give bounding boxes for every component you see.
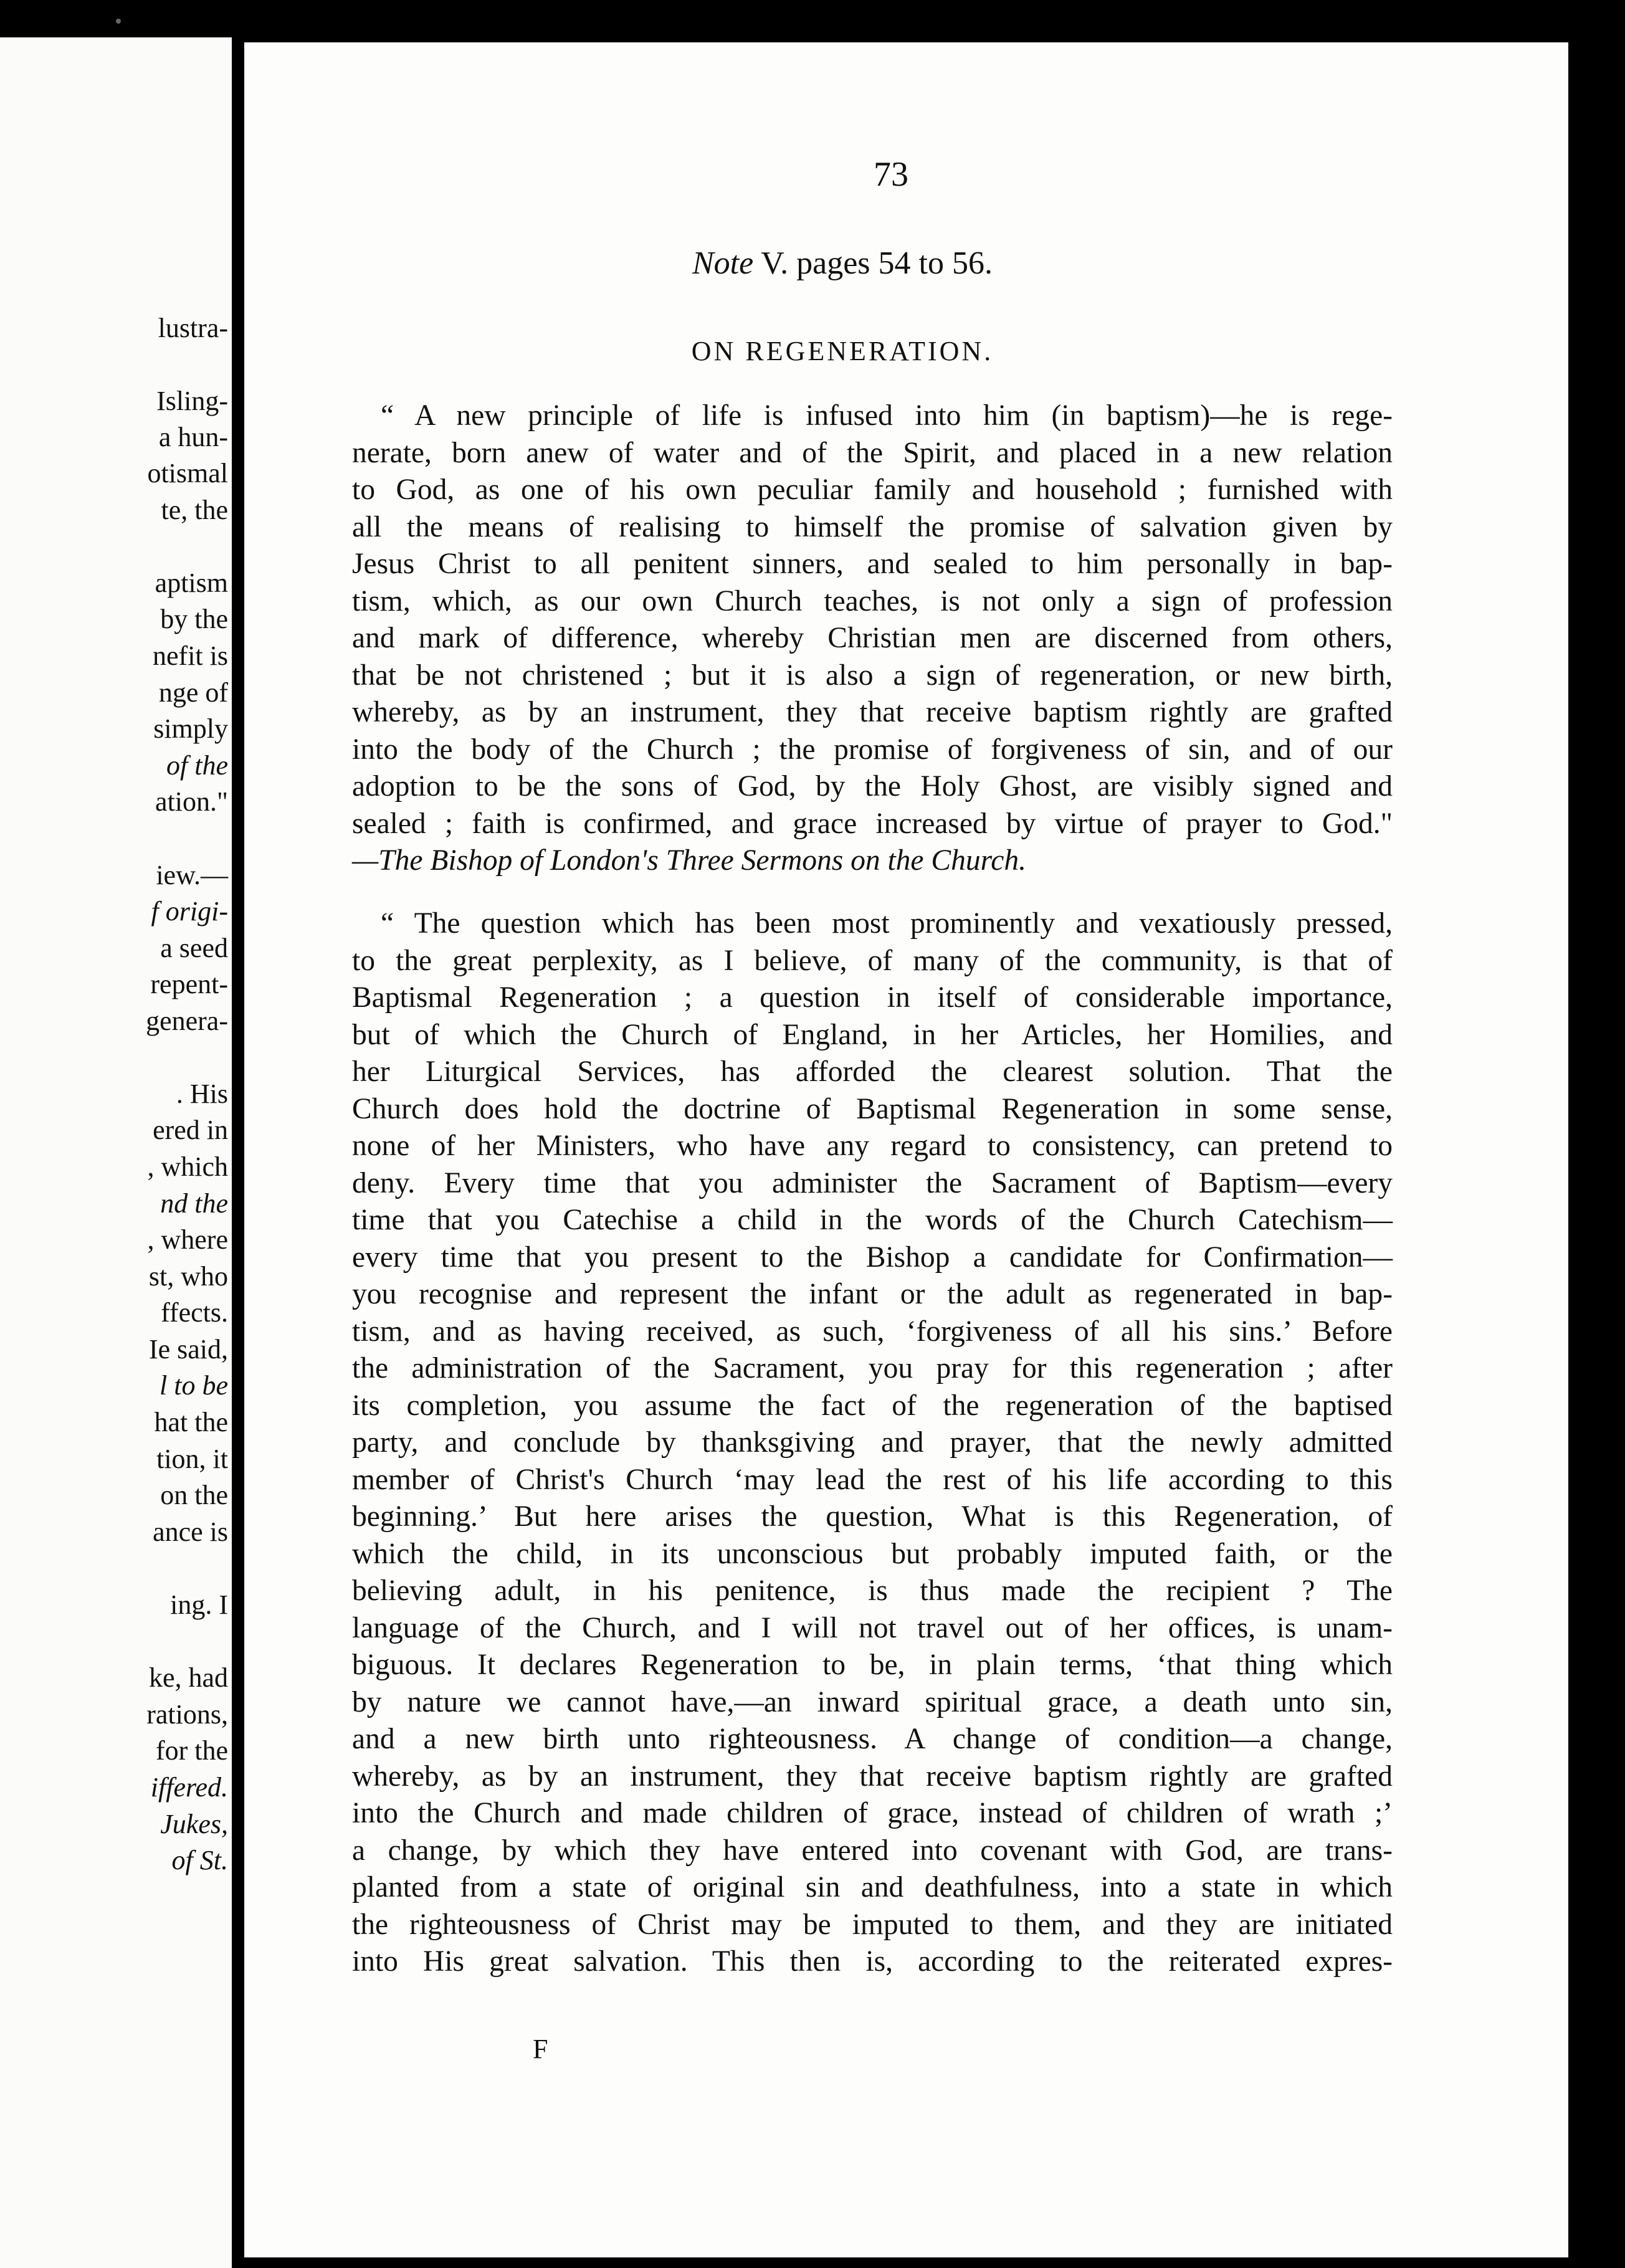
text-line: party, and conclude by thanksgiving and prayer, that the newly admitted (352, 1426, 1393, 1459)
left-page-edge (0, 37, 232, 2268)
text-line: none of her Ministers, who have any regard to consistency, can pretend to (352, 1130, 1393, 1162)
note-label: Note (692, 245, 754, 281)
text-line: but of which the Church of England, in her Articles, her Homilies, and (352, 1018, 1393, 1051)
left-page-fragment: lustra- (158, 313, 228, 343)
left-page-fragment: aptism (155, 568, 228, 598)
right-page (244, 42, 1568, 2257)
left-page-fragment: hat the (154, 1407, 228, 1437)
text-line: “ The question which has been most prominently and vexatiously pressed, (381, 907, 1393, 940)
text-line: to God, as one of his own peculiar family and household ; furnished with (352, 474, 1393, 506)
text-line: member of Christ's Church ‘may lead the rest of his life according to this (352, 1463, 1393, 1496)
text-line: Baptismal Regeneration ; a question in itself of considerable importance, (352, 981, 1393, 1014)
text-line: and mark of difference, whereby Christian men are discerned from others, (352, 622, 1393, 654)
note-heading (244, 245, 1322, 282)
left-page-fragment: Ie said, (148, 1334, 228, 1365)
left-page-fragment: ke, had (148, 1662, 228, 1693)
left-page-fragment: simply (153, 713, 228, 744)
left-page-fragment: , where (147, 1224, 228, 1255)
note-pages: V. pages 54 to 56. (753, 245, 993, 281)
text-line: whereby, as by an instrument, they that receive baptism rightly are grafted (352, 696, 1393, 728)
text-line: Church does hold the doctrine of Baptismal Regeneration in some sense, (352, 1092, 1393, 1125)
left-page-fragment: iew.— (156, 860, 228, 890)
text-line: biguous. It declares Regeneration to be, in plain terms, ‘that thing which (352, 1649, 1393, 1681)
left-page-fragment: of St. (171, 1845, 228, 1875)
text-line: a change, by which they have entered into covenant with God, are trans- (352, 1834, 1393, 1867)
left-page-fragment: genera- (146, 1006, 228, 1036)
left-page-fragment: otismal (147, 458, 228, 488)
text-line: into the body of the Church ; the promise of forgiveness of sin, and of our (352, 733, 1393, 766)
left-page-fragment: ffects. (161, 1297, 228, 1328)
left-page-fragment: tion, it (156, 1444, 228, 1474)
text-line: adoption to be the sons of God, by the Holy Ghost, are visibly signed and (352, 770, 1393, 803)
left-page-fragment: nd the (160, 1188, 228, 1219)
text-line: by nature we cannot have,—an inward spiritual grace, a death unto sin, (352, 1685, 1393, 1718)
left-page-fragment: a seed (160, 933, 228, 963)
text-line: and a new birth unto righteousness. A change of condition—a change, (352, 1723, 1393, 1755)
left-page-fragment: st, who (148, 1261, 228, 1292)
text-line: to the great perplexity, as I believe, of many of the community, is that of (352, 944, 1393, 977)
quote-bishop-of-london (352, 398, 1393, 880)
text-line: the righteousness of Christ may be imputed to them, and they are initiated (352, 1908, 1393, 1941)
left-page-fragment: on the (160, 1480, 228, 1510)
left-page-fragment: for the (155, 1735, 228, 1766)
left-page-fragment: nefit is (153, 641, 228, 671)
text-line: tism, and as having received, as such, ‘forgiveness of all his sins.’ Before (352, 1315, 1393, 1348)
text-line: every time that you present to the Bishop a candidate for Confirmation— (352, 1241, 1393, 1274)
text-line: her Liturgical Services, has afforded the clearest solution. That the (352, 1055, 1393, 1088)
left-page-fragment: ance is (153, 1517, 228, 1547)
page-number: 73 (874, 155, 908, 194)
text-line: its completion, you assume the fact of the regeneration of the baptised (352, 1389, 1393, 1422)
text-line: deny. Every time that you administer the Sacrament of Baptism—every (352, 1166, 1393, 1199)
text-line: whereby, as by an instrument, they that receive baptism rightly are grafted (352, 1760, 1393, 1793)
text-line: believing adult, in his penitence, is thus made the recipient ? The (352, 1575, 1393, 1607)
text-line: into the Church and made children of grace, instead of children of wrath ;’ (352, 1797, 1393, 1829)
text-line: which the child, in its unconscious but probably imputed faith, or the (352, 1537, 1393, 1570)
left-page-fragment: l to be (160, 1370, 228, 1401)
text-line: tism, which, as our own Church teaches, is not only a sign of profession (352, 584, 1393, 617)
text-line: all the means of realising to himself the promise of salvation given by (352, 510, 1393, 543)
text-line: Jesus Christ to all penitent sinners, and sealed to him personally in bap- (352, 548, 1393, 580)
text-line: that be not christened ; but it is also a sign of regeneration, or new birth, (352, 659, 1393, 692)
left-page-fragment: . His (176, 1079, 228, 1109)
scan-speck (116, 19, 121, 24)
left-page-fragment: Jukes, (160, 1809, 228, 1839)
text-line: sealed ; faith is confirmed, and grace increased by virtue of prayer to God." (352, 807, 1393, 840)
left-page-fragment: ation." (155, 786, 228, 817)
left-page-fragment: f origi- (151, 896, 228, 927)
left-page-fragment: of the (166, 750, 228, 781)
left-page-fragment: ing. I (170, 1589, 228, 1620)
text-line: planted from a state of original sin and deathfulness, into a state in which (352, 1871, 1393, 1904)
left-page-fragment: repent- (150, 969, 228, 999)
left-page-fragment: a hun- (158, 422, 228, 452)
text-line: time that you Catechise a child in the words of the Church Catechism— (352, 1204, 1393, 1236)
left-page-fragment: , which (147, 1151, 228, 1182)
text-line: “ A new principle of life is infused into him (in baptism)—he is rege- (381, 399, 1393, 432)
left-page-fragment: rations, (146, 1699, 228, 1730)
section-title: ON REGENERATION. (691, 336, 994, 366)
text-line: the administration of the Sacrament, you pray for this regeneration ; after (352, 1352, 1393, 1384)
text-line: beginning.’ But here arises the question, What is this Regeneration, of (352, 1500, 1393, 1533)
signature-mark: F (533, 2034, 548, 2064)
left-page-fragment: ered in (153, 1115, 228, 1145)
text-line: you recognise and represent the infant or the adult as regenerated in bap- (352, 1278, 1393, 1310)
left-page-fragment: Isling- (156, 386, 228, 416)
quote-baptismal-regeneration (352, 905, 1393, 1981)
text-line: nerate, born anew of water and of the Spirit, and placed in a new relation (352, 436, 1393, 469)
text-line: language of the Church, and I will not travel out of her offices, is unam- (352, 1611, 1393, 1644)
left-page-fragment: te, the (161, 495, 228, 525)
quote-attribution: —The Bishop of London's Three Sermons on the Church. (352, 844, 1026, 877)
text-line: into His great salvation. This then is, according to the reiterated expres- (352, 1945, 1393, 1978)
left-page-fragment: nge of (158, 677, 228, 708)
left-page-fragment: by the (160, 604, 228, 634)
left-page-fragment: iffered. (150, 1772, 228, 1803)
